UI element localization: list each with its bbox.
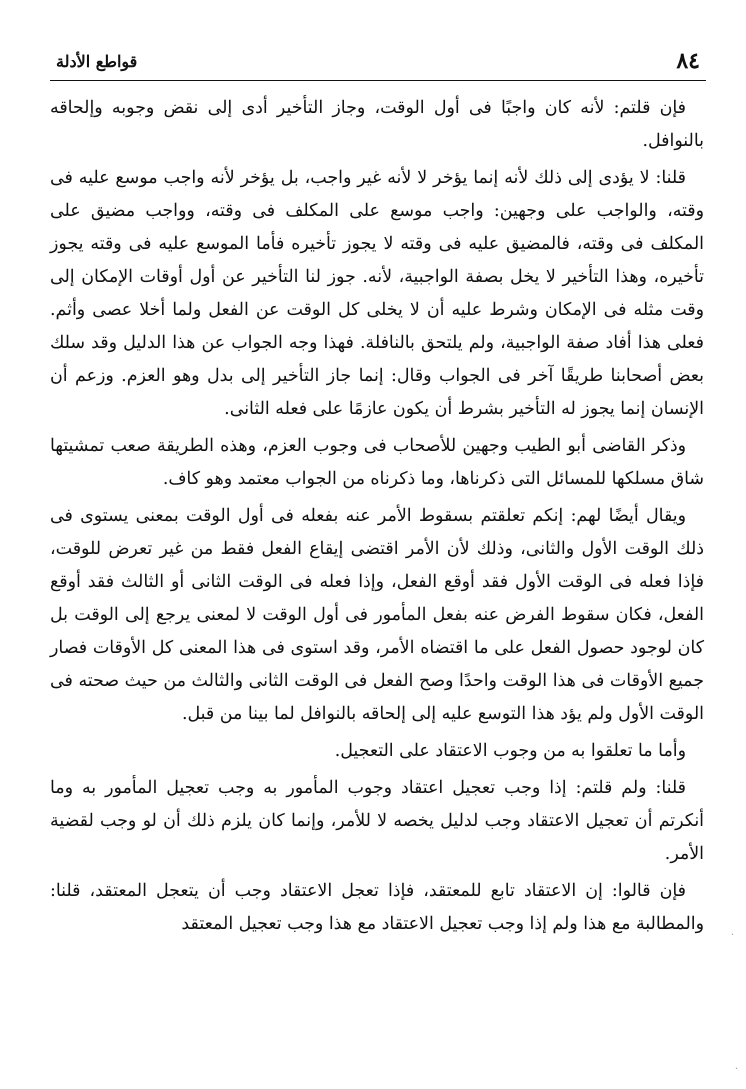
paragraph-5: وأما ما تعلقوا به من وجوب الاعتقاد على التعجيل. — [334, 741, 686, 761]
page-body — [50, 92, 704, 941]
scan-speck: · — [734, 1064, 738, 1075]
paragraph-7: فإن قالوا: إن الاعتقاد تابع للمعتقد، فإذا تعجل الاعتقاد وجب أن يتعجل المعتقد، قلنا: والمطالبة مع هذا ولم إذا وجب تعجيل الاعتقاد مع هذا وجب تعجيل المعتقد — [50, 881, 704, 934]
page-number: ٨٤ — [676, 48, 700, 74]
scan-speck: · — [730, 930, 734, 941]
header-divider — [50, 80, 706, 81]
paragraph-1: فإن قلتم: لأنه كان واجبًا فى أول الوقت، وجاز التأخير أدى إلى نقض وجوبه وإلحاقه بالنوافل. — [50, 98, 704, 151]
page-header — [52, 46, 706, 82]
paragraph-4: ويقال أيضًا لهم: إنكم تعلقتم بسقوط الأمر عنه بفعله فى أول الوقت بمعنى يستوى فى ذلك الوقت الأول والثانى، وذلك لأن الأمر اقتضى إيقاع الفعل فقط من غير تعرض للوقت، فإذا فعله فى الوقت الأول فقد أوقع الفعل، وإذا فعله فى الوقت الثانى أو الثالث فقد أوقع الفعل، فكان سقوط الفرض عنه بفعل المأمور فى أول الوقت لا لمعنى يرجع إلى الوقت بل كان لوجود حصول الفعل على ما اقتضاه الأمر، وقد استوى فى هذا المعنى كل الأوقات فصار جميع الأوقات فى هذا الوقت واحدًا وصح الفعل فى الوقت الثانى والثالث من حيث صحته فى الوقت الأول ولم يؤد هذا التوسع عليه إلى إلحاقه بالنوافل لما بينا من قبل. — [50, 506, 704, 724]
paragraph-2: قلنا: لا يؤدى إلى ذلك لأنه إنما يؤخر لا لأنه غير واجب، بل يؤخر لأنه واجب موسع عليه فى وقته، والواجب على وجهين: واجب موسع على المكلف فى وقته، وواجب مضيق على المكلف فى وقته، فالمضيق عليه فى وقته لا يجوز تأخيره فأما الموسع عليه فى وقته يجوز تأخيره، وهذا التأخير لا يخل بصفة الواجبية، لأنه. جوز لنا التأخير عن أول أوقات الإمكان إلى وقت مثله فى الإمكان وشرط عليه أن لا يخلى كل الوقت عن الفعل ولما أخلا عصى وأثم. فعلى هذا أفاد صفة الواجبية، ولم يلتحق بالنافلة. فهذا وجه الجواب عن هذا الدليل وقد سلك بعض أصحابنا طريقًا آخر فى الجواب وقال: إنما جاز التأخير إلى بدل وهو العزم. وزعم أن الإنسان إنما يجوز له التأخير بشرط أن يكون عازمًا على فعله الثانى. — [50, 168, 704, 419]
paragraph-6: قلنا: ولم قلتم: إذا وجب تعجيل اعتقاد وجوب المأمور به وجب تعجيل المأمور به وما أنكرتم أن تعجيل الاعتقاد وجب لدليل يخصه لا للأمر، وإنما كان يلزم ذلك أن لو وجب لقضية الأمر. — [50, 778, 704, 864]
paragraph-3: وذكر القاضى أبو الطيب وجهين للأصحاب فى وجوب العزم، وهذه الطريقة صعب تمشيتها شاق مسلكها للمسائل التى ذكرناها، وما ذكرناه من الجواب معتمد وهو كاف. — [50, 436, 704, 489]
book-title: قواطع الأدلة — [56, 52, 138, 71]
